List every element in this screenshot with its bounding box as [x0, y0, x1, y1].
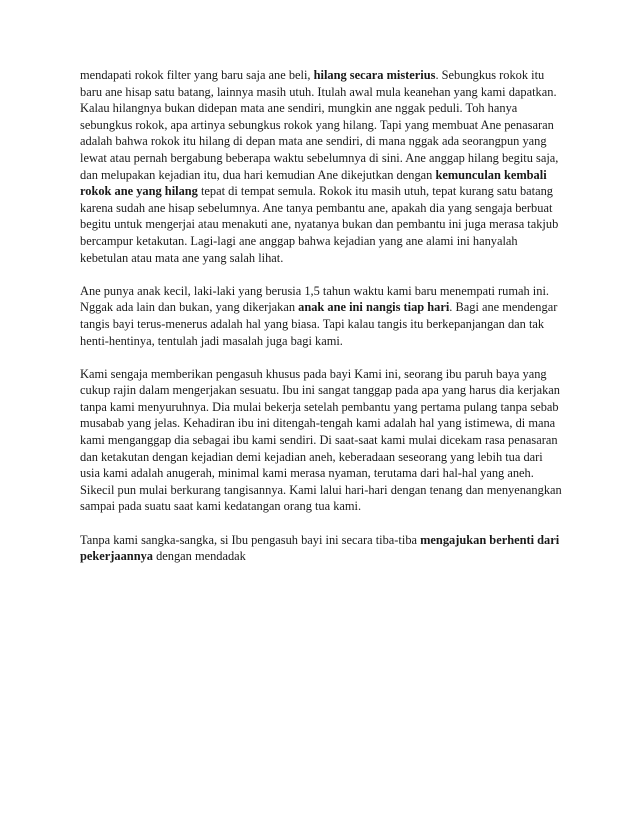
bold-text: kemunculan kembali — [435, 167, 547, 182]
text-line — [80, 316, 564, 333]
text-line — [80, 415, 564, 432]
text-line — [80, 84, 564, 101]
text-run: dan ketakutan dengan kejadian demi kejadian aneh, keberadaan seseorang yang lebih tua dari — [80, 449, 543, 464]
text-line — [80, 399, 564, 416]
text-run: Kami sengaja memberikan pengasuh khusus pada bayi Kami ini, seorang ibu paruh baya yang — [80, 366, 547, 381]
text-run: Sikecil pun mulai berkurang tangisannya. Kami lalui hari-hari dengan tenang dan menyenangkan — [80, 482, 562, 497]
bold-text: mengajukan berhenti dari — [420, 532, 560, 547]
text-line — [80, 299, 564, 316]
text-run: kami menganggap dia sebagai ibu kami sendiri. Di saat-saat kami mulai dicekam rasa penasaran — [80, 433, 558, 448]
text-line — [80, 250, 564, 267]
document-page — [80, 67, 564, 581]
bold-text: hilang secara misterius — [313, 68, 436, 82]
text-line — [80, 449, 564, 466]
text-line — [80, 67, 564, 84]
paragraph — [80, 366, 564, 515]
text-line — [80, 167, 564, 184]
text-run: karena sudah ane hisap sebelumnya. Ane tanya pembantu ane, apakah dia yang sengaja berbuat — [80, 200, 553, 215]
text-line — [80, 465, 564, 482]
text-line — [80, 366, 564, 383]
bold-text: anak ane ini nangis tiap hari — [298, 300, 450, 315]
text-line — [80, 233, 564, 250]
text-run: Kalau hilangnya bukan didepan mata ane sendiri, mungkin ane nggak peduli. Toh hanya — [80, 101, 518, 116]
text-run: bercampur ketakutan. Lagi-lagi ane anggap bahwa kejadian yang ane alami ini hanyalah — [80, 233, 518, 248]
text-line — [80, 498, 564, 515]
text-run: henti-hentinya, tentulah jadi masalah juga bagi kami. — [80, 333, 343, 348]
text-run: sampai pada suatu saat kami kedatangan orang tua kami. — [80, 499, 362, 514]
text-line — [80, 432, 564, 449]
text-run: dan melupakan kejadian itu, dua hari kemudian Ane dikejutkan dengan — [80, 167, 436, 182]
text-run: . Sebungkus rokok itu — [435, 68, 545, 82]
text-line — [80, 548, 564, 565]
text-run: tanpa kami menyuruhnya. Dia mulai bekerja setelah pembantu yang pertama pulang tanpa sebab — [80, 399, 559, 414]
text-line — [80, 532, 564, 549]
text-run: musabab yang jelas. Kehadiran ibu ini ditengah-tengah kami adalah hal yang istimewa, di mana — [80, 416, 556, 431]
text-run: usia kami adalah anugerah, minimal kami merasa nyaman, terutama dari hal-hal yang aneh. — [80, 466, 534, 481]
text-line — [80, 150, 564, 167]
text-run: begitu untuk mengerjai atau menakuti ane, nyatanya bukan dan pembantu ini juga merasa takjub — [80, 217, 559, 232]
paragraph — [80, 67, 564, 266]
paragraph — [80, 532, 564, 565]
text-run: sebungkus rokok, apa artinya sebungkus rokok yang hilang. Tapi yang membuat Ane penasaran — [80, 117, 554, 132]
bold-text: rokok ane yang hilang — [80, 184, 198, 199]
text-line — [80, 482, 564, 499]
text-line — [80, 200, 564, 217]
text-run: mendapati rokok filter yang baru saja ane beli, — [80, 68, 314, 82]
text-line — [80, 183, 564, 200]
text-run: tepat di tempat semula. Rokok itu masih utuh, tepat kurang satu batang — [197, 184, 553, 199]
text-run: Tanpa kami sangka-sangka, si Ibu pengasuh bayi ini secara tiba-tiba — [80, 532, 421, 547]
text-line — [80, 382, 564, 399]
text-run: dengan mendadak — [152, 549, 246, 564]
text-line — [80, 283, 564, 300]
text-run: baru ane hisap satu batang, lainnya masih utuh. Itulah awal mula keanehan yang kami dapatkan. — [80, 84, 557, 99]
paragraph — [80, 283, 564, 349]
text-run: kebetulan atau mata ane yang salah lihat. — [80, 250, 284, 265]
text-line — [80, 100, 564, 117]
text-run: Nggak ada lain dan bukan, yang dikerjakan — [80, 300, 299, 315]
text-run: Ane punya anak kecil, laki-laki yang berusia 1,5 tahun waktu kami baru menempati rumah ini. — [80, 283, 549, 298]
text-line — [80, 133, 564, 150]
text-run: tangis bayi terus-menerus adalah hal yang biasa. Tapi kalau tangis itu berkepanjangan dan tak — [80, 316, 545, 331]
bold-text: pekerjaannya — [80, 549, 153, 564]
text-line — [80, 117, 564, 134]
text-run: adalah bahwa rokok itu hilang di depan mata ane sendiri, di mana nggak ada seorangpun yang — [80, 134, 547, 149]
text-run: . Bagi ane mendengar — [449, 300, 558, 315]
text-line — [80, 216, 564, 233]
text-run: cukup rajin dalam mengerjakan sesuatu. Ibu ini sangat tanggap pada apa yang harus dia kerjakan — [80, 383, 560, 398]
text-run: lewat atau pernah bergabung beberapa waktu sebelumnya di sini. Ane anggap hilang begitu saja, — [80, 150, 559, 165]
text-line — [80, 333, 564, 350]
